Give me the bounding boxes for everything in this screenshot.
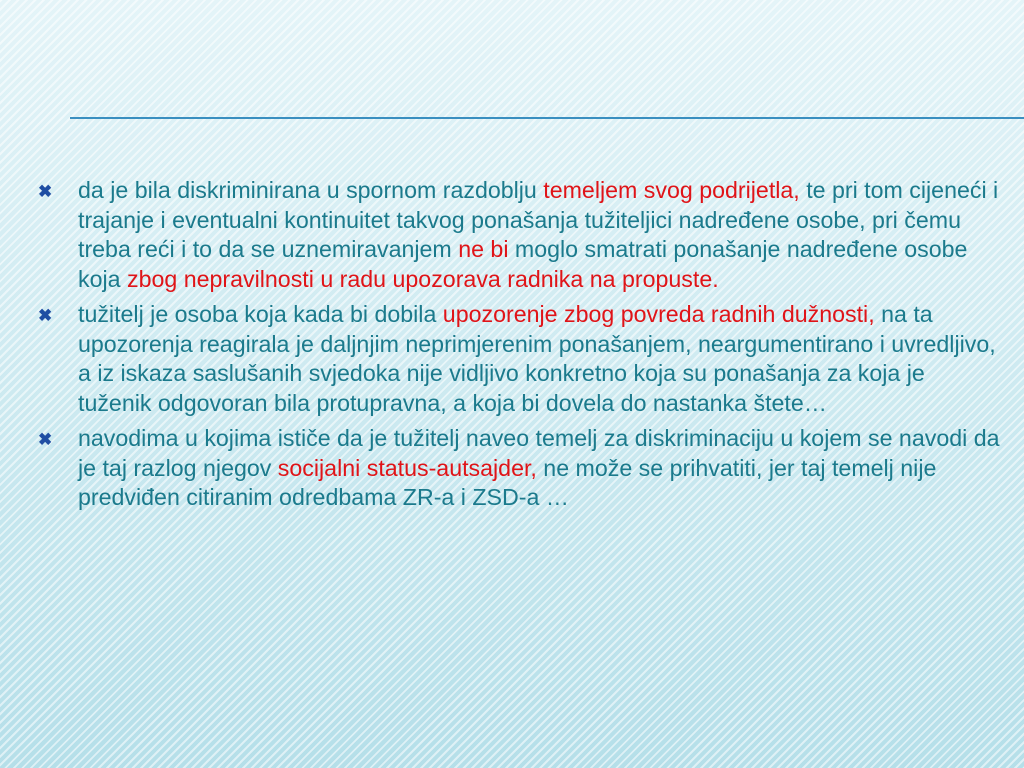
bullet-x-icon: ✖ [38, 306, 53, 325]
highlighted-text-segment: socijalni status-autsajder, [277, 454, 537, 481]
bullet-item-1 [38, 176, 1004, 294]
text-segment: te pri tom cijeneći i trajanje i eventualni kontinuitet takvog ponašanja tužiteljici nadređene osobe, pri čemu treba reći i to da se uznemiravanjem [78, 177, 999, 262]
bullet-x-icon: ✖ [38, 430, 53, 449]
bullet-1-text [78, 177, 998, 292]
bullet-list [38, 176, 1004, 513]
bullet-x-icon: ✖ [38, 182, 53, 201]
bullet-3-text [78, 425, 1000, 510]
bullet-item-3 [38, 424, 1004, 513]
highlighted-text-segment: zbog nepravilnosti u radu upozorava radnika na propuste. [126, 265, 719, 292]
highlighted-text-segment: ne bi [458, 236, 509, 262]
text-segment: na ta upozorenja reagirala je daljnjim neprimjerenim ponašanjem, neargumentirano i uvredljivo, a iz iskaza saslušanih svjedoka nije vidljivo konkretno koja su ponašanja za koja je tuženik odgovoran bila protupravna, a koja bi dovela do nastanka štete… [78, 301, 996, 416]
text-segment: da je bila diskriminirana u spornom razdoblju [78, 177, 544, 203]
bullet-item-2 [38, 300, 1004, 418]
text-segment: ne može se prihvatiti, jer taj temelj nije predviđen citiranim odredbama ZR-a i ZSD-a … [78, 454, 937, 510]
text-segment: tužitelj je osoba koja kada bi dobila [78, 301, 443, 327]
highlighted-text-segment: temeljem svog podrijetla, [543, 177, 800, 203]
text-segment: moglo smatrati ponašanje nadređene osobe koja [78, 236, 968, 292]
text-segment: navodima u kojima ističe da je tužitelj naveo temelj za diskriminaciju u kojem se navodi da je taj razlog njegov [78, 425, 1000, 481]
title-divider [70, 117, 1024, 119]
highlighted-text-segment: upozorenje zbog povreda radnih dužnosti, [442, 301, 875, 327]
bullet-2-text [78, 301, 996, 416]
slide-content [38, 176, 1004, 519]
